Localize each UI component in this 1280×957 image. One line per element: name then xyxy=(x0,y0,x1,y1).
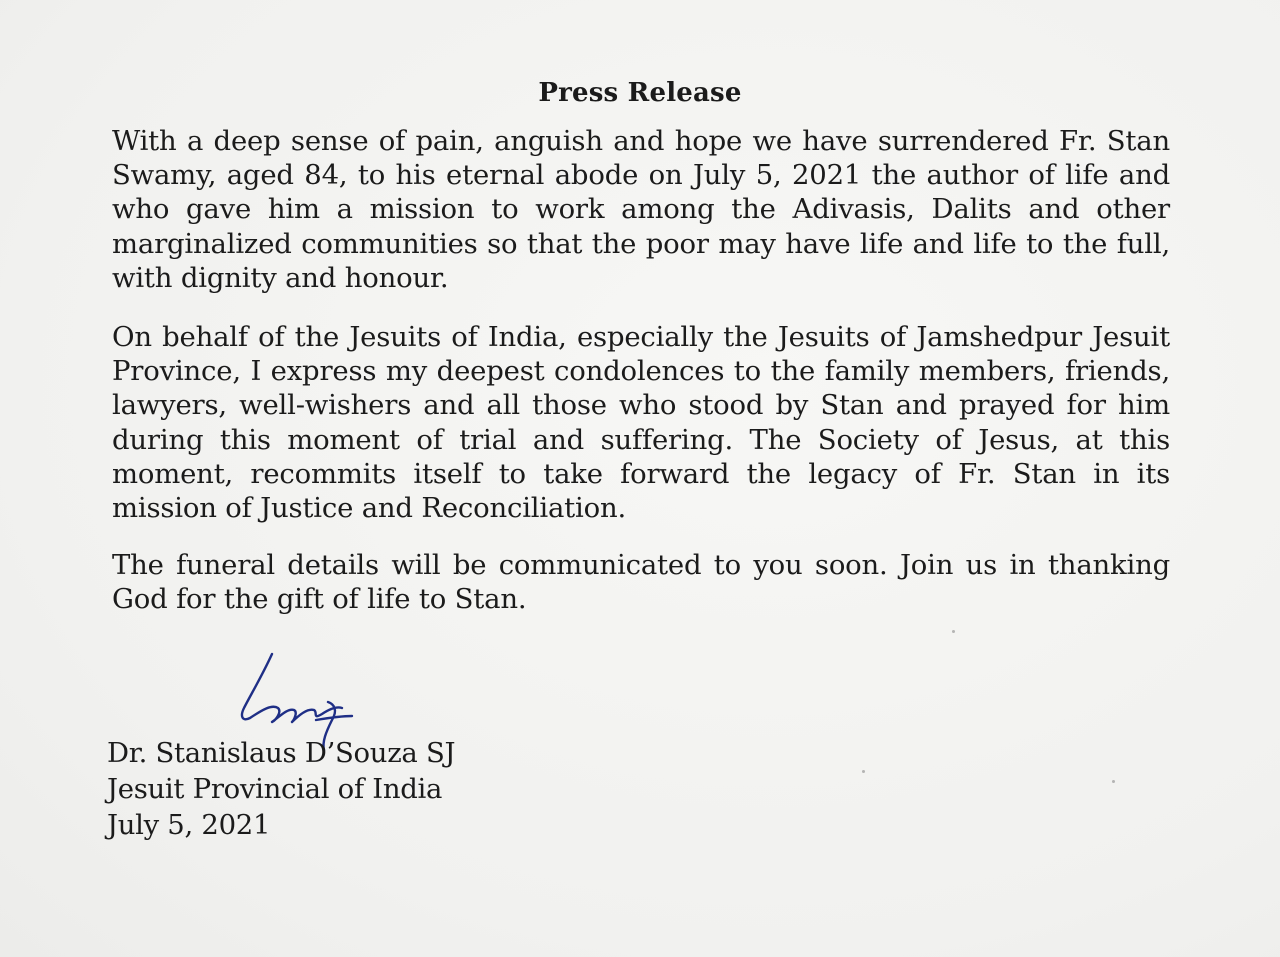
scan-speck xyxy=(862,770,865,773)
paragraph-funeral-details: The funeral details will be communicated to you soon. Join us in thanking God for the gift of life to Stan. xyxy=(112,549,1170,616)
scan-speck xyxy=(952,630,955,633)
document-title: Press Release xyxy=(538,78,742,108)
signatory-position: Jesuit Provincial of India xyxy=(107,773,443,805)
signatory-date: July 5, 2021 xyxy=(107,809,271,841)
scan-speck xyxy=(1112,780,1115,783)
paragraph-condolences: On behalf of the Jesuits of India, especially the Jesuits of Jamshedpur Jesuit Province, I express my deepest condolences to the family members, friends, lawyers, well-wishers and all those who stood by Stan and prayed for him during this moment of trial and suffering. The Society of Jesus, at this moment, recommits itself to take forward the legacy of Fr. Stan in its mission of Justice and Reconciliation. xyxy=(112,321,1170,525)
signatory-name: Dr. Stanislaus D’Souza SJ xyxy=(107,737,456,769)
paragraph-condolence-intro: With a deep sense of pain, anguish and hope we have surrendered Fr. Stan Swamy, aged 84, to his eternal abode on July 5, 2021 the author of life and who gave him a mission to work among the Adivasis, Dalits and other marginalized communities so that the poor may have life and life to the full, with dignity and honour. xyxy=(112,125,1170,294)
